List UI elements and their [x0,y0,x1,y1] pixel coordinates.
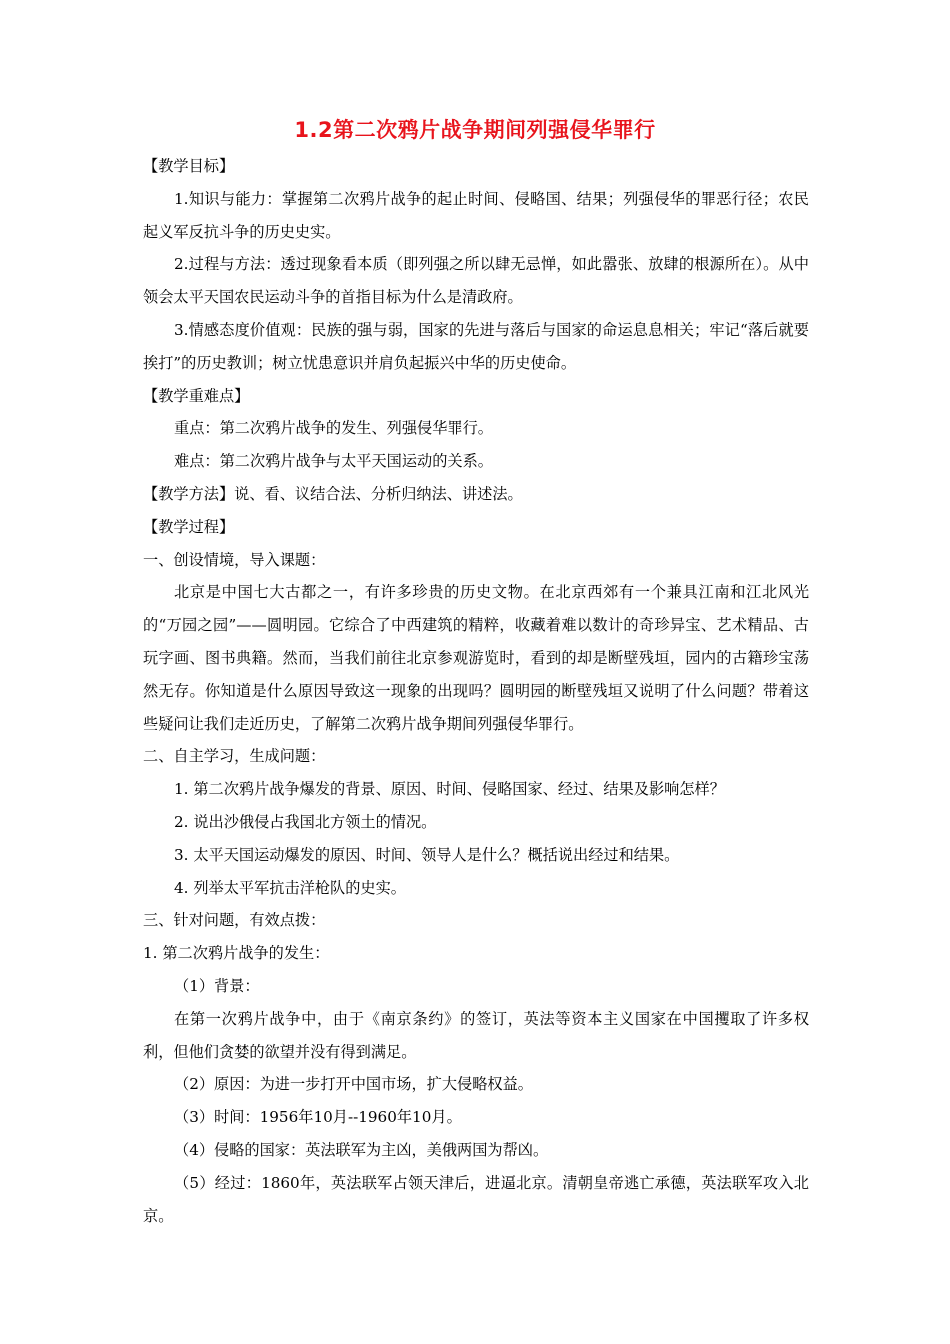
section-subheading: 三、针对问题，有效点拨： [143,911,326,930]
sub-item: （3）时间：1956年10月--1960年10月。 [174,1108,462,1127]
body-paragraph: 2.过程与方法：透过现象看本质（即列强之所以肆无忌惮，如此嚣张、放肆的根源所在）。从中领会太平天国农民运动斗争的首指目标为什么是清政府。 [143,255,809,307]
sub-item: （4）侵略的国家：英法联军为主凶，美俄两国为帮凶。 [174,1140,549,1159]
list-item: 2. 说出沙俄侵占我国北方领土的情况。 [174,812,437,831]
list-item: 3. 太平天国运动爆发的原因、时间、领导人是什么？概括说出经过和结果。 [174,845,680,864]
body-paragraph: 3.情感态度价值观：民族的强与弱，国家的先进与落后与国家的命运息息相关；牢记“落后就要挨打”的历史教训；树立忧患意识并肩负起振兴中华的历史使命。 [143,320,809,372]
section-heading: 【教学过程】 [143,517,235,536]
body-paragraph: 在第一次鸦片战争中，由于《南京条约》的签订，英法等资本主义国家在中国攫取了许多权利，但他们贪婪的欲望并没有得到满足。 [143,1009,809,1061]
body-paragraph: （5）经过：1860年，英法联军占领天津后，进逼北京。清朝皇帝逃亡承德，英法联军攻入北京。 [143,1173,809,1225]
section-heading: 【教学目标】 [143,157,235,175]
section-subheading: 1. 第二次鸦片战争的发生： [143,944,330,963]
sub-item: （2）原因：为进一步打开中国市场，扩大侵略权益。 [174,1075,533,1094]
body-paragraph: 重点：第二次鸦片战争的发生、列强侵华罪行。 [174,419,493,438]
body-paragraph: 难点：第二次鸦片战争与太平天国运动的关系。 [174,452,493,471]
body-paragraph: 1.知识与能力：掌握第二次鸦片战争的起止时间、侵略国、结果；列强侵华的罪恶行径；农民起义军反抗斗争的历史史实。 [143,189,809,241]
document-title: 1.2第二次鸦片战争期间列强侵华罪行 [294,118,656,142]
section-heading: 【教学重难点】 [143,386,250,405]
section-subheading: 一、创设情境，导入课题： [143,550,326,569]
document-body [143,150,809,1232]
list-item: 1. 第二次鸦片战争爆发的背景、原因、时间、侵略国家、经过、结果及影响怎样？ [174,780,725,799]
sub-item: （1）背景： [174,976,260,995]
body-paragraph: 北京是中国七大古都之一，有许多珍贵的历史文物。在北京西郊有一个兼具江南和江北风光的“万园之园”——圆明园。它综合了中西建筑的精粹，收藏着难以数计的奇珍异宝、艺术精品、古玩字画、图书典籍。然而，当我们前往北京参观游览时，看到的却是断壁残垣，园内的古籍珍宝荡然无存。你知道是什么原因导致这一现象的出现吗？圆明园的断壁残垣又说明了什么问题？带着这些疑问让我们走近历史，了解第二次鸦片战争期间列强侵华罪行。 [143,583,809,733]
section-subheading: 二、自主学习，生成问题： [143,747,326,766]
list-item: 4. 列举太平军抗击洋枪队的史实。 [174,878,406,897]
section-heading: 【教学方法】说、看、议结合法、分析归纳法、讲述法。 [143,484,523,503]
